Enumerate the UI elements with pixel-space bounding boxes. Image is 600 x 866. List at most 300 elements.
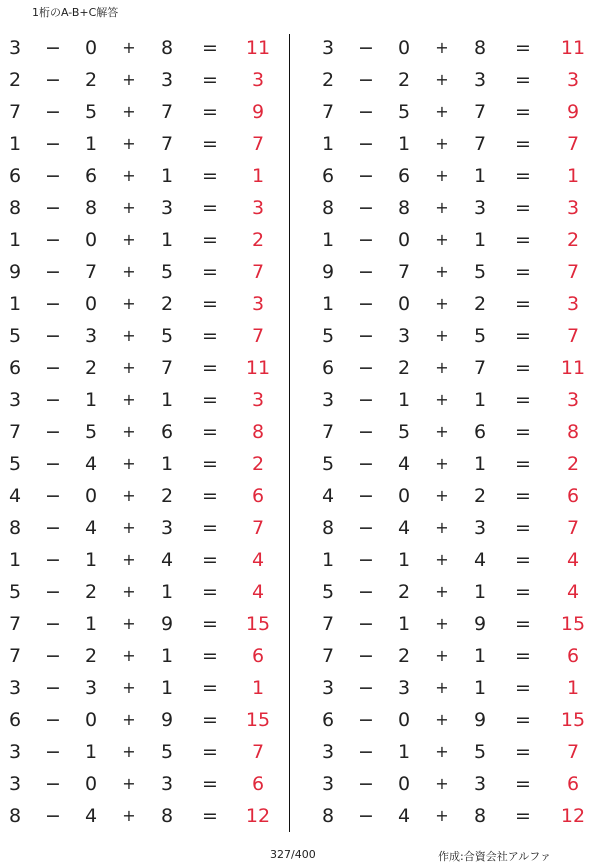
- minus-sign: −: [45, 101, 61, 123]
- problem-row: [313, 160, 600, 192]
- problem-row: [0, 416, 290, 448]
- minus-sign: −: [358, 197, 374, 219]
- plus-sign: +: [435, 678, 449, 697]
- operand-b: 3: [397, 677, 411, 699]
- problem-row: [313, 480, 600, 512]
- minus-sign: −: [45, 37, 61, 59]
- operand-c: 3: [160, 69, 174, 91]
- operand-b: 2: [397, 357, 411, 379]
- operand-c: 9: [473, 613, 487, 635]
- operand-c: 2: [473, 485, 487, 507]
- problem-row: [0, 544, 290, 576]
- equals-sign: =: [202, 133, 218, 155]
- answer-value: 7: [566, 261, 580, 283]
- operand-b: 2: [84, 357, 98, 379]
- minus-sign: −: [358, 709, 374, 731]
- operand-c: 9: [160, 709, 174, 731]
- minus-sign: −: [45, 357, 61, 379]
- answer-value: 7: [566, 133, 580, 155]
- problem-row: [313, 192, 600, 224]
- operand-a: 6: [321, 357, 335, 379]
- operand-c: 1: [473, 645, 487, 667]
- operand-c: 7: [160, 357, 174, 379]
- minus-sign: −: [358, 517, 374, 539]
- operand-b: 0: [84, 37, 98, 59]
- operand-a: 8: [321, 805, 335, 827]
- equals-sign: =: [515, 261, 531, 283]
- answer-value: 11: [245, 37, 271, 59]
- equals-sign: =: [202, 645, 218, 667]
- minus-sign: −: [45, 229, 61, 251]
- operand-c: 6: [160, 421, 174, 443]
- operand-b: 3: [84, 677, 98, 699]
- operand-c: 9: [473, 709, 487, 731]
- problem-row: [0, 320, 290, 352]
- equals-sign: =: [515, 741, 531, 763]
- operand-c: 5: [473, 741, 487, 763]
- author-credit: 作成:合資会社アルファ: [438, 850, 552, 863]
- plus-sign: +: [122, 230, 136, 249]
- equals-sign: =: [202, 549, 218, 571]
- plus-sign: +: [435, 262, 449, 281]
- operand-b: 0: [397, 293, 411, 315]
- operand-b: 0: [84, 709, 98, 731]
- plus-sign: +: [435, 358, 449, 377]
- minus-sign: −: [45, 197, 61, 219]
- problem-row: [0, 384, 290, 416]
- operand-c: 1: [160, 165, 174, 187]
- minus-sign: −: [358, 229, 374, 251]
- operand-a: 7: [8, 645, 22, 667]
- plus-sign: +: [122, 454, 136, 473]
- minus-sign: −: [45, 293, 61, 315]
- minus-sign: −: [45, 645, 61, 667]
- problem-row: [313, 736, 600, 768]
- operand-b: 0: [84, 485, 98, 507]
- problem-row: [0, 288, 290, 320]
- equals-sign: =: [202, 165, 218, 187]
- operand-c: 1: [473, 677, 487, 699]
- problem-row: [313, 704, 600, 736]
- operand-b: 2: [84, 645, 98, 667]
- operand-c: 1: [160, 229, 174, 251]
- plus-sign: +: [122, 38, 136, 57]
- minus-sign: −: [358, 69, 374, 91]
- operand-b: 0: [397, 229, 411, 251]
- operand-c: 4: [160, 549, 174, 571]
- minus-sign: −: [358, 133, 374, 155]
- operand-c: 2: [160, 293, 174, 315]
- answer-value: 2: [566, 453, 580, 475]
- operand-b: 6: [397, 165, 411, 187]
- operand-b: 5: [397, 421, 411, 443]
- equals-sign: =: [515, 709, 531, 731]
- minus-sign: −: [358, 453, 374, 475]
- problem-row: [313, 288, 600, 320]
- equals-sign: =: [515, 421, 531, 443]
- answer-value: 2: [251, 453, 265, 475]
- operand-a: 8: [8, 517, 22, 539]
- plus-sign: +: [122, 742, 136, 761]
- answer-value: 7: [566, 741, 580, 763]
- equals-sign: =: [202, 485, 218, 507]
- operand-a: 3: [321, 773, 335, 795]
- equals-sign: =: [515, 517, 531, 539]
- operand-a: 3: [8, 389, 22, 411]
- operand-a: 3: [8, 773, 22, 795]
- operand-b: 3: [84, 325, 98, 347]
- problem-row: [0, 352, 290, 384]
- equals-sign: =: [515, 69, 531, 91]
- plus-sign: +: [435, 70, 449, 89]
- operand-a: 3: [321, 677, 335, 699]
- operand-a: 3: [321, 389, 335, 411]
- operand-a: 5: [321, 581, 335, 603]
- operand-a: 1: [321, 133, 335, 155]
- plus-sign: +: [122, 358, 136, 377]
- answer-value: 3: [251, 293, 265, 315]
- equals-sign: =: [202, 357, 218, 379]
- operand-b: 1: [397, 613, 411, 635]
- problem-row: [0, 160, 290, 192]
- operand-b: 7: [84, 261, 98, 283]
- operand-c: 8: [160, 805, 174, 827]
- plus-sign: +: [435, 518, 449, 537]
- operand-a: 6: [8, 357, 22, 379]
- minus-sign: −: [358, 421, 374, 443]
- equals-sign: =: [202, 773, 218, 795]
- operand-b: 5: [84, 101, 98, 123]
- plus-sign: +: [122, 198, 136, 217]
- operand-a: 9: [8, 261, 22, 283]
- answer-value: 7: [251, 517, 265, 539]
- equals-sign: =: [515, 549, 531, 571]
- answer-value: 15: [245, 613, 271, 635]
- equals-sign: =: [202, 229, 218, 251]
- operand-b: 1: [397, 133, 411, 155]
- answer-value: 12: [560, 805, 586, 827]
- operand-b: 1: [397, 741, 411, 763]
- operand-c: 3: [473, 517, 487, 539]
- operand-c: 2: [473, 293, 487, 315]
- minus-sign: −: [45, 677, 61, 699]
- minus-sign: −: [358, 645, 374, 667]
- plus-sign: +: [435, 806, 449, 825]
- plus-sign: +: [122, 646, 136, 665]
- operand-c: 1: [160, 581, 174, 603]
- minus-sign: −: [358, 581, 374, 603]
- operand-a: 8: [8, 197, 22, 219]
- plus-sign: +: [435, 742, 449, 761]
- operand-b: 6: [84, 165, 98, 187]
- operand-a: 2: [8, 69, 22, 91]
- operand-c: 8: [473, 805, 487, 827]
- minus-sign: −: [45, 389, 61, 411]
- operand-a: 7: [8, 613, 22, 635]
- operand-a: 8: [321, 517, 335, 539]
- problem-row: [313, 32, 600, 64]
- operand-a: 5: [8, 453, 22, 475]
- answer-value: 7: [566, 517, 580, 539]
- operand-b: 4: [84, 517, 98, 539]
- problem-row: [313, 544, 600, 576]
- operand-a: 3: [321, 37, 335, 59]
- minus-sign: −: [358, 485, 374, 507]
- operand-a: 1: [8, 549, 22, 571]
- problem-row: [0, 640, 290, 672]
- operand-c: 3: [160, 197, 174, 219]
- plus-sign: +: [122, 294, 136, 313]
- answer-value: 3: [251, 197, 265, 219]
- answer-value: 3: [566, 197, 580, 219]
- answer-value: 4: [251, 581, 265, 603]
- equals-sign: =: [202, 261, 218, 283]
- operand-c: 8: [473, 37, 487, 59]
- plus-sign: +: [435, 614, 449, 633]
- plus-sign: +: [435, 646, 449, 665]
- operand-b: 4: [84, 805, 98, 827]
- operand-b: 2: [397, 581, 411, 603]
- operand-a: 1: [8, 229, 22, 251]
- equals-sign: =: [202, 805, 218, 827]
- minus-sign: −: [45, 773, 61, 795]
- plus-sign: +: [122, 582, 136, 601]
- problem-row: [0, 512, 290, 544]
- minus-sign: −: [45, 741, 61, 763]
- operand-c: 7: [473, 357, 487, 379]
- plus-sign: +: [122, 806, 136, 825]
- problem-row: [0, 704, 290, 736]
- operand-b: 0: [397, 773, 411, 795]
- equals-sign: =: [515, 805, 531, 827]
- minus-sign: −: [45, 549, 61, 571]
- operand-b: 2: [397, 69, 411, 91]
- plus-sign: +: [122, 390, 136, 409]
- operand-a: 5: [8, 325, 22, 347]
- operand-b: 1: [397, 389, 411, 411]
- minus-sign: −: [358, 389, 374, 411]
- operand-a: 7: [8, 421, 22, 443]
- plus-sign: +: [435, 294, 449, 313]
- plus-sign: +: [435, 102, 449, 121]
- operand-c: 1: [473, 389, 487, 411]
- answer-value: 7: [251, 261, 265, 283]
- operand-b: 4: [397, 453, 411, 475]
- operand-b: 4: [397, 517, 411, 539]
- equals-sign: =: [515, 677, 531, 699]
- problem-row: [313, 320, 600, 352]
- operand-c: 3: [473, 197, 487, 219]
- answer-value: 3: [566, 389, 580, 411]
- plus-sign: +: [122, 70, 136, 89]
- operand-c: 1: [473, 581, 487, 603]
- operand-a: 7: [321, 613, 335, 635]
- answer-value: 1: [566, 677, 580, 699]
- equals-sign: =: [202, 613, 218, 635]
- equals-sign: =: [515, 389, 531, 411]
- problem-column-right: [313, 32, 600, 832]
- minus-sign: −: [358, 677, 374, 699]
- minus-sign: −: [45, 613, 61, 635]
- equals-sign: =: [202, 709, 218, 731]
- operand-a: 6: [8, 165, 22, 187]
- minus-sign: −: [358, 165, 374, 187]
- problem-row: [313, 640, 600, 672]
- operand-a: 8: [321, 197, 335, 219]
- operand-a: 6: [8, 709, 22, 731]
- equals-sign: =: [515, 645, 531, 667]
- operand-b: 0: [397, 37, 411, 59]
- plus-sign: +: [435, 710, 449, 729]
- equals-sign: =: [202, 581, 218, 603]
- problem-row: [313, 576, 600, 608]
- answer-value: 9: [251, 101, 265, 123]
- operand-a: 4: [321, 485, 335, 507]
- operand-b: 2: [84, 69, 98, 91]
- plus-sign: +: [435, 38, 449, 57]
- answer-value: 11: [560, 357, 586, 379]
- operand-c: 3: [473, 773, 487, 795]
- minus-sign: −: [45, 261, 61, 283]
- operand-a: 5: [8, 581, 22, 603]
- minus-sign: −: [358, 805, 374, 827]
- operand-b: 1: [84, 613, 98, 635]
- operand-c: 7: [160, 101, 174, 123]
- answer-value: 11: [245, 357, 271, 379]
- equals-sign: =: [202, 677, 218, 699]
- plus-sign: +: [435, 454, 449, 473]
- problem-row: [313, 96, 600, 128]
- minus-sign: −: [45, 325, 61, 347]
- answer-value: 2: [251, 229, 265, 251]
- problem-row: [313, 256, 600, 288]
- operand-c: 8: [160, 37, 174, 59]
- operand-a: 4: [8, 485, 22, 507]
- operand-a: 3: [321, 741, 335, 763]
- plus-sign: +: [122, 614, 136, 633]
- problem-row: [313, 352, 600, 384]
- operand-a: 1: [8, 133, 22, 155]
- equals-sign: =: [202, 37, 218, 59]
- operand-c: 7: [160, 133, 174, 155]
- problem-row: [0, 480, 290, 512]
- plus-sign: +: [122, 518, 136, 537]
- answer-value: 4: [251, 549, 265, 571]
- plus-sign: +: [122, 134, 136, 153]
- answer-value: 7: [251, 325, 265, 347]
- operand-b: 0: [84, 229, 98, 251]
- plus-sign: +: [122, 166, 136, 185]
- problem-row: [0, 800, 290, 832]
- operand-a: 1: [8, 293, 22, 315]
- problem-row: [0, 672, 290, 704]
- operand-c: 7: [473, 133, 487, 155]
- minus-sign: −: [45, 485, 61, 507]
- minus-sign: −: [45, 69, 61, 91]
- operand-b: 8: [397, 197, 411, 219]
- operand-c: 1: [160, 645, 174, 667]
- operand-b: 1: [84, 389, 98, 411]
- answer-value: 6: [566, 773, 580, 795]
- plus-sign: +: [435, 486, 449, 505]
- answer-value: 3: [566, 293, 580, 315]
- minus-sign: −: [358, 549, 374, 571]
- equals-sign: =: [202, 389, 218, 411]
- equals-sign: =: [515, 293, 531, 315]
- operand-a: 1: [321, 549, 335, 571]
- operand-b: 2: [397, 645, 411, 667]
- operand-b: 5: [84, 421, 98, 443]
- answer-value: 7: [566, 325, 580, 347]
- operand-a: 7: [321, 101, 335, 123]
- problem-row: [0, 256, 290, 288]
- answer-value: 4: [566, 549, 580, 571]
- answer-value: 1: [251, 677, 265, 699]
- equals-sign: =: [202, 197, 218, 219]
- operand-c: 3: [160, 773, 174, 795]
- problem-row: [0, 192, 290, 224]
- operand-a: 3: [8, 677, 22, 699]
- operand-c: 5: [473, 261, 487, 283]
- problem-row: [313, 448, 600, 480]
- plus-sign: +: [122, 262, 136, 281]
- operand-c: 7: [473, 101, 487, 123]
- operand-b: 2: [84, 581, 98, 603]
- answer-value: 6: [251, 485, 265, 507]
- plus-sign: +: [435, 390, 449, 409]
- equals-sign: =: [515, 485, 531, 507]
- operand-a: 7: [8, 101, 22, 123]
- operand-b: 1: [397, 549, 411, 571]
- operand-c: 5: [160, 325, 174, 347]
- equals-sign: =: [202, 293, 218, 315]
- operand-c: 1: [473, 229, 487, 251]
- page-title: 1桁のA-B+C解答: [32, 6, 119, 19]
- problem-row: [0, 32, 290, 64]
- answer-value: 8: [566, 421, 580, 443]
- answer-value: 6: [251, 645, 265, 667]
- answer-value: 8: [251, 421, 265, 443]
- plus-sign: +: [435, 550, 449, 569]
- problem-row: [313, 768, 600, 800]
- equals-sign: =: [515, 773, 531, 795]
- minus-sign: −: [45, 133, 61, 155]
- operand-b: 0: [397, 485, 411, 507]
- minus-sign: −: [358, 101, 374, 123]
- operand-c: 1: [160, 677, 174, 699]
- problem-row: [313, 128, 600, 160]
- equals-sign: =: [202, 69, 218, 91]
- operand-b: 1: [84, 133, 98, 155]
- answer-value: 2: [566, 229, 580, 251]
- plus-sign: +: [122, 422, 136, 441]
- operand-c: 3: [160, 517, 174, 539]
- operand-c: 5: [160, 741, 174, 763]
- minus-sign: −: [45, 517, 61, 539]
- operand-c: 1: [473, 165, 487, 187]
- problem-row: [313, 512, 600, 544]
- problem-row: [0, 64, 290, 96]
- operand-a: 6: [321, 165, 335, 187]
- operand-a: 5: [321, 325, 335, 347]
- equals-sign: =: [515, 101, 531, 123]
- page-number: 327/400: [270, 848, 316, 861]
- operand-b: 1: [84, 741, 98, 763]
- equals-sign: =: [202, 517, 218, 539]
- operand-a: 8: [8, 805, 22, 827]
- answer-value: 4: [566, 581, 580, 603]
- operand-c: 2: [160, 485, 174, 507]
